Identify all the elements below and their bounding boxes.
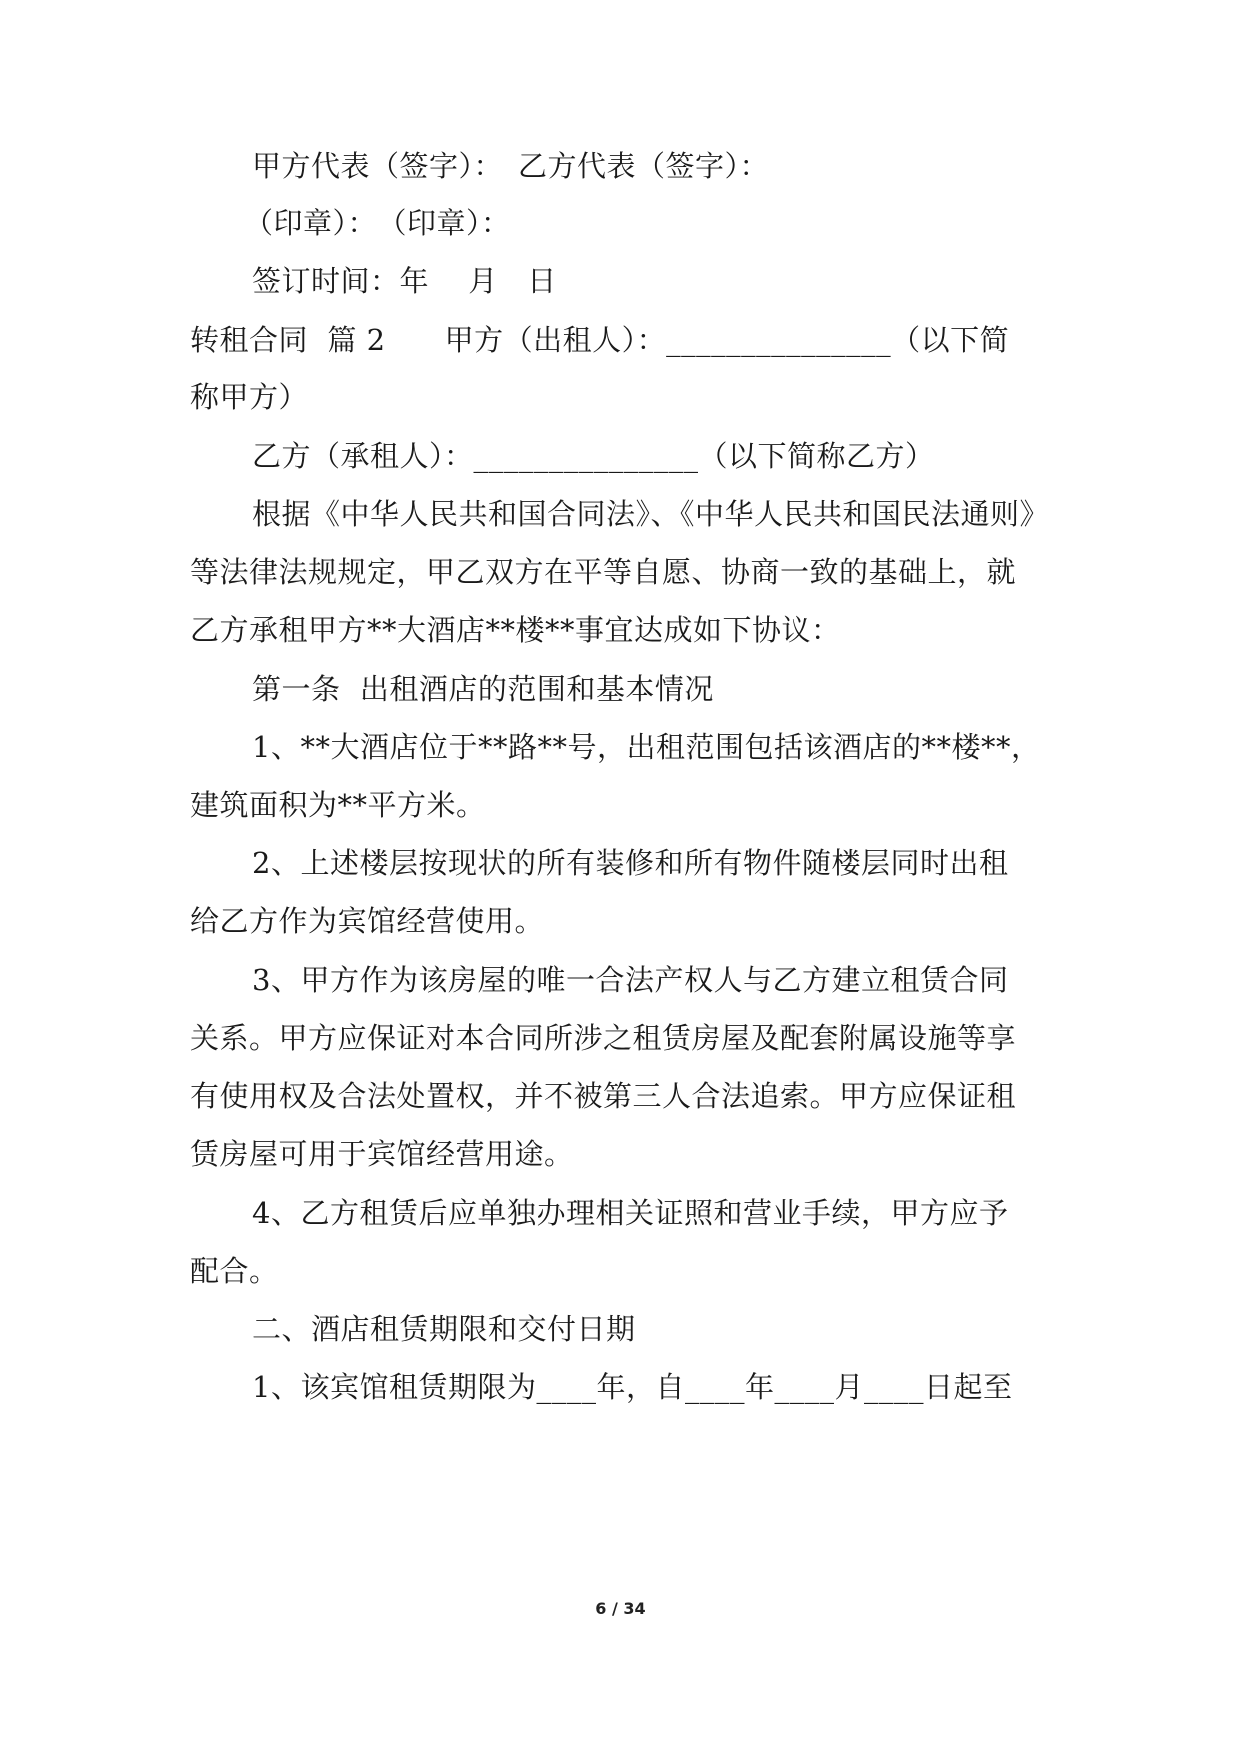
contract-heading-lessor: 转租合同 篇 2 甲方（出租人）：_______________（以下简 [190,323,1010,357]
paragraph-line: 乙方承租甲方**大酒店**楼**事宜达成如下协议： [190,613,841,647]
signature-representatives: 甲方代表（签字）： 乙方代表（签字）： [252,149,770,183]
signing-date: 签订时间：年 月 日 [252,264,557,298]
article-two-heading: 二、酒店租赁期限和交付日期 [252,1312,636,1346]
paragraph-line: 1、该宾馆租赁期限为____年，自____年____月____日起至 [252,1370,1013,1404]
paragraph-line: 根据《中华人民共和国合同法》、《中华人民共和国民法通则》 [252,497,1050,531]
paragraph-line: 1、**大酒店位于**路**号，出租范围包括该酒店的**楼**， [252,730,1041,764]
article-one-heading: 第一条 出租酒店的范围和基本情况 [252,672,714,706]
paragraph-line: 关系。甲方应保证对本合同所涉之租赁房屋及配套附属设施等享 [190,1021,1017,1055]
paragraph-line: 等法律法规规定，甲乙双方在平等自愿、协商一致的基础上，就 [190,555,1017,589]
paragraph-line: 3、甲方作为该房屋的唯一合法产权人与乙方建立租赁合同 [252,963,1009,997]
signature-seals: （印章）： （印章）： [244,206,511,240]
paragraph-line: 有使用权及合法处置权，并不被第三人合法追索。甲方应保证租 [190,1079,1017,1113]
paragraph-line: 赁房屋可用于宾馆经营用途。 [190,1137,574,1171]
paragraph-line: 称甲方） [190,380,309,414]
paragraph-line: 4、乙方租赁后应单独办理相关证照和营业手续，甲方应予 [252,1196,1009,1230]
lessee-line: 乙方（承租人）：_______________（以下简称乙方） [252,439,935,473]
page-number: 6 / 34 [595,1599,646,1618]
paragraph-line: 给乙方作为宾馆经营使用。 [190,904,545,938]
paragraph-line: 建筑面积为**平方米。 [190,788,486,822]
paragraph-line: 配合。 [190,1254,279,1288]
paragraph-line: 2、上述楼层按现状的所有装修和所有物件随楼层同时出租 [252,846,1009,880]
